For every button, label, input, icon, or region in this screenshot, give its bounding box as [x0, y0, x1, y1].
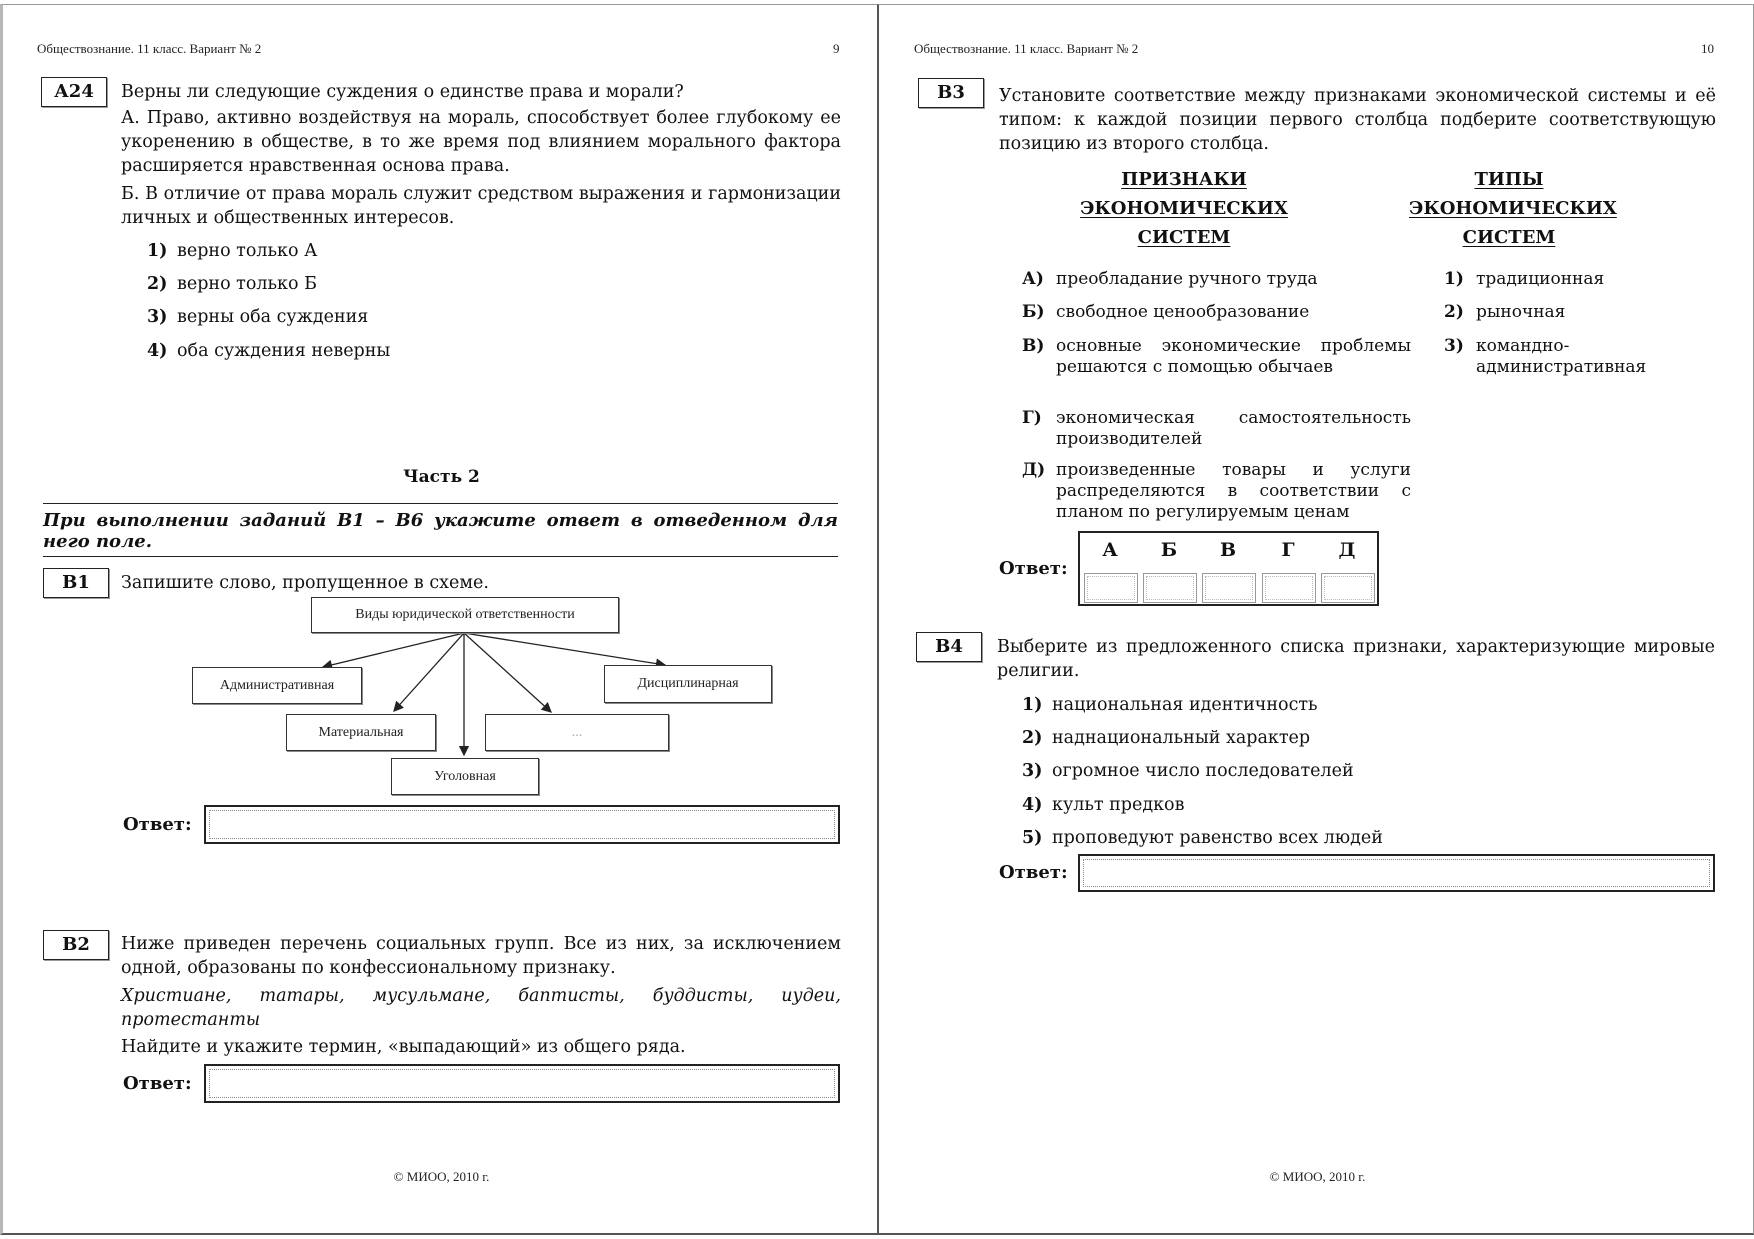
b2-list: Христиане, татары, мусульмане, баптисты, буддисты, иудеи, протестанты: [121, 986, 841, 1030]
b3-type-3: 3) командно-административная: [1444, 336, 1647, 377]
grid-cell-v[interactable]: [1202, 573, 1256, 603]
b4-answer-input[interactable]: [1085, 861, 1708, 885]
b4-answer-label: Ответ:: [999, 862, 1068, 883]
question-label-a24: А24: [41, 77, 107, 107]
b3-column2-heading: ТИПЫ ЭКОНОМИЧЕСКИХ СИСТЕМ: [1409, 169, 1617, 248]
b2-task: Найдите и укажите термин, «выпадающий» из общего ряда.: [121, 1037, 686, 1057]
copyright-footer: © МИОО, 2010 г.: [393, 1169, 490, 1184]
b3-feature-b: Б) свободное ценообразование: [1022, 302, 1310, 322]
b1-answer-field[interactable]: [204, 805, 840, 844]
b3-feature-d: Г) экономическая самостоятельность производителей: [1022, 408, 1411, 449]
b3-type-1: 1) традиционная: [1444, 269, 1605, 289]
diagram-node-criminal: Уголовная: [391, 758, 539, 795]
b1-answer-input[interactable]: [211, 812, 833, 837]
question-label-b2: В2: [43, 930, 109, 960]
b3-answer-grid: [1078, 531, 1379, 606]
a24-option-2[interactable]: 2) верно только Б: [147, 274, 317, 294]
question-label-b4: В4: [916, 632, 982, 662]
b1-question: Запишите слово, пропущенное в схеме.: [121, 573, 489, 593]
grid-header-v: В: [1219, 539, 1237, 561]
grid-header-g: Г: [1281, 539, 1295, 561]
part-2-instruction: При выполнении заданий В1 – В6 укажите ответ в отведенном для него поле.: [43, 510, 838, 552]
part-2-title: Часть 2: [403, 467, 480, 487]
question-label-b1: В1: [43, 568, 109, 598]
a24-option-4[interactable]: 4) оба суждения неверны: [147, 341, 391, 361]
running-header: Обществознание. 11 класс. Вариант № 2: [914, 41, 1139, 56]
b2-answer-input[interactable]: [211, 1071, 833, 1096]
question-label-b3: В3: [918, 78, 984, 108]
b3-question: Установите соответствие между признаками экономической системы и её типом: к каждой позиции первого столбца подберите соответствующую позицию из второго столбца.: [999, 86, 1716, 154]
diagram-root-box: Виды юридической ответственности: [311, 597, 619, 633]
diagram-node-disciplinary: Дисциплинарная: [604, 665, 772, 703]
b1-answer-label: Ответ:: [123, 814, 192, 835]
b4-option-1[interactable]: 1) национальная идентичность: [1022, 695, 1318, 715]
b4-question: Выберите из предложенного списка признаки, характеризующие мировые религии.: [997, 637, 1715, 681]
b3-feature-e: Д) произведенные товары и услуги распределяются в соответствии с планом по регулируемым ценам: [1022, 460, 1411, 522]
grid-cell-b[interactable]: [1143, 573, 1197, 603]
b4-option-4[interactable]: 4) культ предков: [1022, 795, 1185, 815]
diagram-node-missing: ...: [485, 714, 669, 751]
b4-option-2[interactable]: 2) наднациональный характер: [1022, 728, 1311, 748]
grid-cell-d[interactable]: [1321, 573, 1375, 603]
b2-answer-label: Ответ:: [123, 1073, 192, 1094]
b2-answer-field[interactable]: [204, 1064, 840, 1103]
running-header: Обществознание. 11 класс. Вариант № 2: [37, 41, 262, 56]
grid-header-a: А: [1102, 539, 1118, 561]
b3-feature-c: В) основные экономические проблемы решаются с помощью обычаев: [1022, 336, 1411, 377]
a24-question: Верны ли следующие суждения о единстве права и морали?: [121, 82, 684, 102]
page-number: 9: [833, 41, 840, 56]
grid-cell-g[interactable]: [1262, 573, 1316, 603]
grid-header-d: Д: [1338, 539, 1356, 561]
a24-option-3[interactable]: 3) верны оба суждения: [147, 307, 369, 327]
diagram-node-administrative: Административная: [192, 667, 362, 704]
diagram-node-material: Материальная: [286, 714, 436, 751]
b2-question: Ниже приведен перечень социальных групп. Все из них, за исключением одной, образованы по конфессиональному признаку.: [121, 934, 841, 978]
page-number: 10: [1701, 41, 1714, 56]
b3-feature-a: А) преобладание ручного труда: [1022, 269, 1318, 289]
grid-cell-a[interactable]: [1084, 573, 1138, 603]
b3-column1-heading: ПРИЗНАКИ ЭКОНОМИЧЕСКИХ СИСТЕМ: [1080, 169, 1288, 248]
a24-statement-b: Б. В отличие от права мораль служит средством выражения и гармонизации личных и общественных интересов.: [121, 184, 841, 228]
b3-type-2: 2) рыночная: [1444, 302, 1566, 322]
grid-header-b: Б: [1160, 539, 1178, 561]
a24-statement-a: А. Право, активно воздействуя на мораль, способствует более глубокому ее укоренению в обществе, в то же время под влиянием морального фактора расширяется нравственная основа права.: [121, 108, 841, 176]
page-10: [877, 4, 1754, 1235]
b4-answer-field[interactable]: [1078, 854, 1715, 892]
b3-answer-label: Ответ:: [999, 558, 1068, 579]
b4-option-5[interactable]: 5) проповедуют равенство всех людей: [1022, 828, 1383, 848]
page-9: [0, 4, 877, 1235]
a24-option-1[interactable]: 1) верно только А: [147, 241, 318, 261]
b4-option-3[interactable]: 3) огромное число последователей: [1022, 761, 1354, 781]
copyright-footer: © МИОО, 2010 г.: [1269, 1169, 1366, 1184]
